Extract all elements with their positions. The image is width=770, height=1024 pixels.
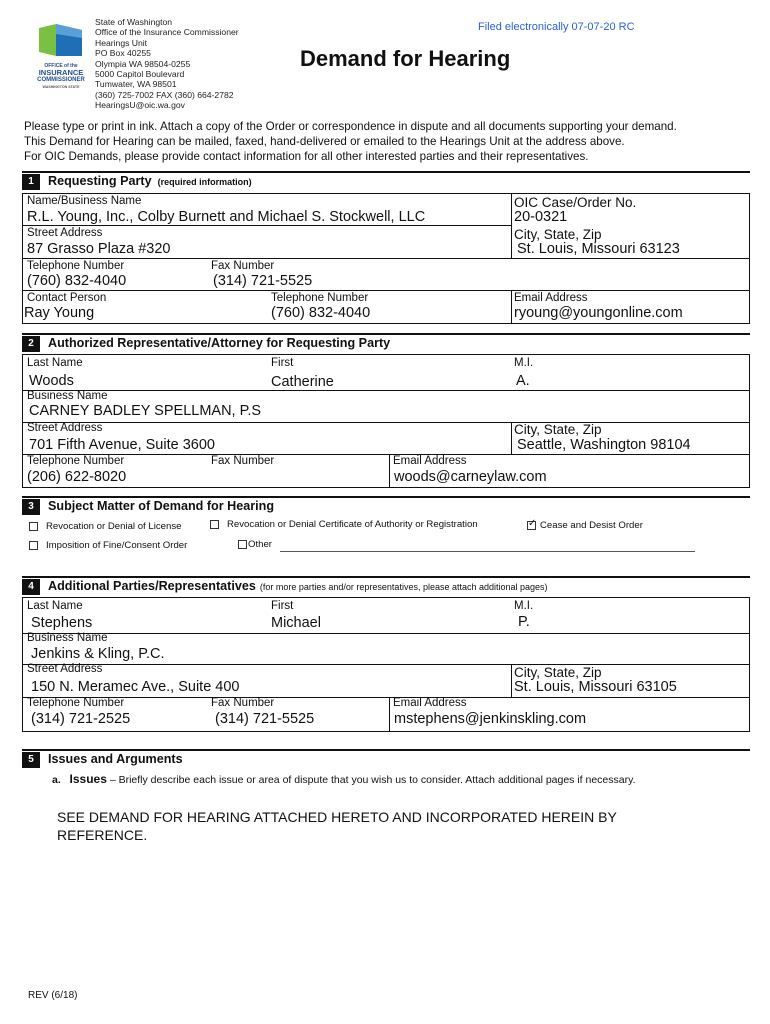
section-title: Issues and Arguments: [48, 752, 183, 766]
option-other[interactable]: [238, 539, 272, 550]
checkbox-checked-icon[interactable]: [527, 521, 536, 530]
phone-label: Telephone Number: [27, 455, 125, 467]
section-3-header: [22, 496, 750, 515]
city-field[interactable]: St. Louis, Missouri 63105: [514, 679, 677, 695]
street-field[interactable]: 87 Grasso Plaza #320: [27, 241, 171, 257]
form-revision: REV (6/18): [28, 990, 78, 1001]
option-label: Imposition of Fine/Consent Order: [46, 540, 188, 551]
agency-address: [95, 17, 239, 111]
option-revocation-license[interactable]: [29, 521, 181, 532]
phone-label: Telephone Number: [27, 260, 125, 272]
option-label: Cease and Desist Order: [540, 520, 643, 531]
agency-line: (360) 725-7002 FAX (360) 664-2782: [95, 89, 234, 100]
section-title-text: Requesting Party: [48, 174, 152, 188]
street-field[interactable]: 150 N. Meramec Ave., Suite 400: [31, 679, 240, 695]
agency-line: Tumwater, WA 98501: [95, 79, 177, 90]
street-field[interactable]: 701 Fifth Avenue, Suite 3600: [29, 437, 215, 453]
instruction-line: Please type or print in ink. Attach a copy of the Order or correspondence in dispute and all documents supporting your demand.: [24, 120, 677, 133]
email-label: Email Address: [393, 697, 467, 709]
item-letter: a.: [52, 774, 61, 786]
section-title: [48, 174, 252, 188]
checkbox-icon[interactable]: [238, 540, 247, 549]
fax-field[interactable]: (314) 721-5525: [213, 273, 313, 289]
last-name-label: Last Name: [27, 600, 83, 612]
first-name-label: First: [271, 357, 294, 369]
section-2-header: [22, 333, 750, 352]
last-name-field[interactable]: Stephens: [31, 615, 93, 631]
fax-label: Fax Number: [211, 260, 275, 272]
business-field[interactable]: CARNEY BADLEY SPELLMAN, P.S: [29, 403, 262, 419]
agency-line: Olympia WA 98504-0255: [95, 58, 191, 69]
logo-line-3: COMMISSIONER: [37, 77, 85, 83]
section-number: 4: [22, 579, 40, 595]
section-5-header: [22, 749, 750, 768]
contact-label: Contact Person: [27, 292, 107, 304]
phone-label: Telephone Number: [27, 697, 125, 709]
issues-response-text[interactable]: SEE DEMAND FOR HEARING ATTACHED HERETO AND INCORPORATED HEREIN BY REFERENCE.: [57, 809, 617, 843]
fax-label: Fax Number: [211, 455, 275, 467]
logo-line-1: OFFICE of the: [44, 63, 78, 69]
street-label: Street Address: [27, 663, 103, 675]
phone-field[interactable]: (206) 622-8020: [27, 469, 127, 485]
city-label: City, State, Zip: [514, 227, 602, 242]
contact-phone-label: Telephone Number: [271, 292, 369, 304]
option-fine-consent[interactable]: [29, 540, 187, 551]
first-name-field[interactable]: Michael: [271, 615, 321, 631]
name-field[interactable]: R.L. Young, Inc., Colby Burnett and Michael S. Stockwell, LLC: [27, 209, 426, 225]
contact-phone-field[interactable]: (760) 832-4040: [271, 305, 371, 321]
agency-line: Hearings Unit: [95, 37, 148, 48]
filed-stamp: Filed electronically 07-07-20 RC: [478, 21, 635, 33]
email-field[interactable]: ryoung@youngonline.com: [514, 305, 683, 321]
logo-mark-icon: [36, 22, 86, 58]
agency-line: Office of the Insurance Commissioner: [95, 27, 239, 38]
mi-field[interactable]: P.: [518, 614, 530, 630]
section-number: 5: [22, 752, 40, 768]
section-number: 1: [22, 174, 40, 190]
checkbox-icon[interactable]: [210, 520, 219, 529]
case-number-field[interactable]: 20-0321: [514, 209, 568, 225]
agency-line: 5000 Capitol Boulevard: [95, 69, 185, 80]
business-label: Business Name: [27, 632, 108, 644]
option-revocation-certificate[interactable]: [210, 519, 478, 530]
option-cease-desist[interactable]: [527, 520, 643, 531]
logo-line-2: INSURANCE: [38, 68, 84, 77]
email-label: Email Address: [393, 455, 467, 467]
agency-email: HearingsU@oic.wa.gov: [95, 100, 185, 111]
logo-line-4: WASHINGTON STATE: [42, 85, 80, 89]
name-label: Name/Business Name: [27, 195, 142, 207]
section-title: Authorized Representative/Attorney for Requesting Party: [48, 336, 391, 350]
oic-logo: [36, 22, 86, 90]
agency-line: PO Box 40255: [95, 48, 151, 59]
instruction-line: This Demand for Hearing can be mailed, faxed, hand-delivered or emailed to the Hearings Unit at the address above.: [24, 135, 625, 148]
other-text-line[interactable]: [280, 551, 695, 552]
section-title-text: Additional Parties/Representatives: [48, 579, 256, 593]
email-label: Email Address: [514, 292, 588, 304]
item-title: Issues: [69, 772, 107, 786]
section-number: 2: [22, 336, 40, 352]
city-label: City, State, Zip: [514, 665, 602, 680]
instruction-line: For OIC Demands, please provide contact information for all other interested parties and their representatives.: [24, 150, 589, 163]
city-label: City, State, Zip: [514, 422, 602, 437]
section-4-header: [22, 576, 750, 595]
first-name-field[interactable]: Catherine: [271, 374, 334, 390]
fax-label: Fax Number: [211, 697, 275, 709]
phone-field[interactable]: (314) 721-2525: [31, 711, 131, 727]
section-number: 3: [22, 499, 40, 515]
mi-label: M.I.: [514, 357, 534, 369]
email-field[interactable]: mstephens@jenkinskling.com: [394, 711, 587, 727]
option-label: Revocation or Denial Certificate of Authority or Registration: [227, 519, 478, 530]
email-field[interactable]: woods@carneylaw.com: [394, 469, 547, 485]
mi-label: M.I.: [514, 600, 534, 612]
option-label: Other: [248, 539, 272, 550]
document-title: Demand for Hearing: [300, 46, 511, 71]
option-label: Revocation or Denial of License: [46, 521, 182, 532]
mi-field[interactable]: A.: [516, 373, 530, 389]
last-name-label: Last Name: [27, 357, 83, 369]
section-2-grid: [22, 354, 750, 488]
section-note: (required information): [157, 177, 252, 187]
section-title: [48, 579, 548, 593]
checkbox-icon[interactable]: [29, 541, 38, 550]
issues-instruction: [52, 772, 636, 786]
checkbox-icon[interactable]: [29, 522, 38, 531]
section-1-header: [22, 171, 750, 190]
phone-field[interactable]: (760) 832-4040: [27, 273, 127, 289]
section-1-grid: [22, 193, 750, 324]
section-4-grid: [22, 597, 750, 732]
case-label: OIC Case/Order No.: [514, 195, 637, 210]
last-name-field[interactable]: Woods: [29, 373, 74, 389]
street-label: Street Address: [27, 422, 103, 434]
first-name-label: First: [271, 600, 294, 612]
instructions: [24, 119, 764, 164]
city-field[interactable]: St. Louis, Missouri 63123: [517, 241, 680, 257]
section-note: (for more parties and/or representatives, please attach additional pages): [259, 582, 548, 592]
business-field[interactable]: Jenkins & Kling, P.C.: [31, 646, 165, 662]
city-field[interactable]: Seattle, Washington 98104: [517, 437, 691, 453]
fax-field[interactable]: (314) 721-5525: [215, 711, 315, 727]
section-title: Subject Matter of Demand for Hearing: [48, 499, 275, 513]
street-label: Street Address: [27, 227, 103, 239]
agency-line: State of Washington: [95, 17, 173, 27]
contact-field[interactable]: Ray Young: [24, 305, 95, 321]
item-text: – Briefly describe each issue or area of dispute that you wish us to consider. Attach additional pages if necessary.: [109, 774, 636, 786]
business-label: Business Name: [27, 390, 108, 402]
